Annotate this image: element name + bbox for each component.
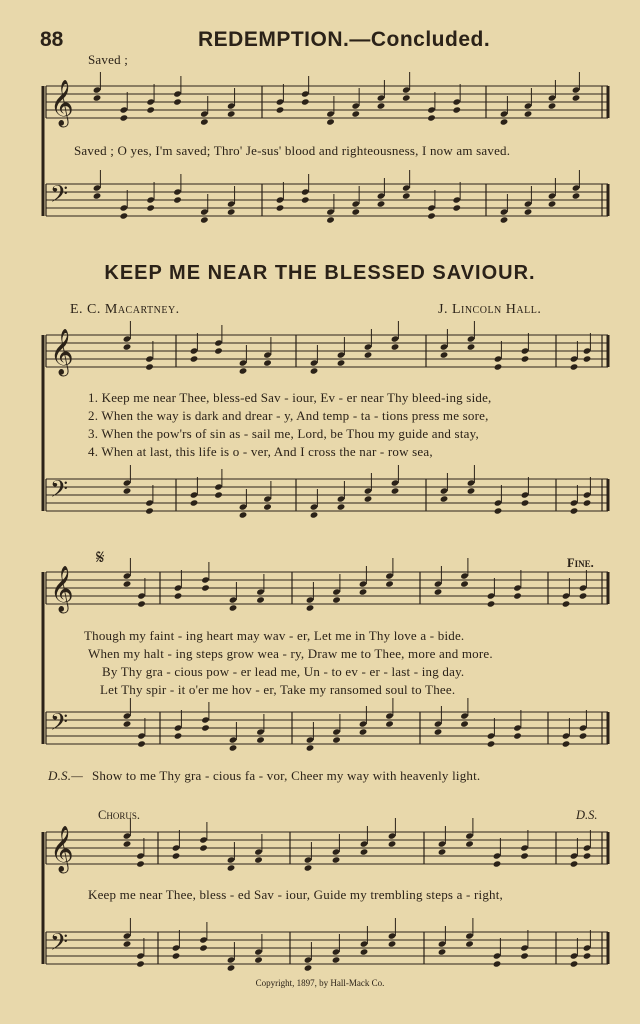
note-head [520, 952, 529, 959]
note-head [172, 852, 181, 859]
note-head [214, 491, 223, 498]
note-head [583, 355, 592, 362]
note-head [465, 840, 474, 847]
note-head [332, 856, 341, 863]
note-head [306, 744, 315, 751]
note-head [440, 351, 449, 358]
note-head [120, 114, 129, 121]
note-head [351, 110, 360, 117]
note-head [123, 720, 132, 727]
note-head [146, 106, 155, 113]
note-head [256, 736, 265, 743]
note-head [301, 196, 310, 203]
note-head [494, 363, 503, 370]
note-head [239, 511, 248, 518]
note-head [513, 732, 522, 739]
note-head [351, 208, 360, 215]
note-head [200, 216, 209, 223]
fine-marking: Fine. [567, 556, 594, 570]
cue-word: Saved ; [88, 52, 129, 67]
note-head [174, 592, 183, 599]
note-head [385, 580, 394, 587]
note-head [402, 192, 411, 199]
segno-sign: 𝄋 [96, 547, 105, 569]
note-head [388, 840, 397, 847]
note-head [438, 848, 447, 855]
note-head [465, 940, 474, 947]
note-head [520, 852, 529, 859]
note-head [306, 604, 315, 611]
bass-clef: 𝄢 [50, 475, 69, 508]
note-head [427, 114, 436, 121]
ds-label: D.S.— [48, 768, 83, 783]
note-head [548, 102, 557, 109]
note-head [123, 840, 132, 847]
note-head [201, 584, 210, 591]
note-head [487, 600, 496, 607]
note-head [391, 343, 400, 350]
page-number: 88 [40, 28, 64, 51]
note-head [337, 503, 346, 510]
note-head [359, 588, 368, 595]
note-head [214, 347, 223, 354]
note-head [199, 844, 208, 851]
note-head [521, 499, 530, 506]
note-head [310, 367, 319, 374]
note-head [524, 110, 533, 117]
note-head [385, 720, 394, 727]
note-head [427, 212, 436, 219]
note-head [364, 495, 373, 502]
note-head [136, 860, 145, 867]
note-head [500, 118, 509, 125]
note-head [579, 592, 588, 599]
note-head [493, 860, 502, 867]
note-head [145, 363, 154, 370]
note-head [583, 852, 592, 859]
note-head [310, 511, 319, 518]
composer-credit: J. Lincoln Hall. [438, 302, 542, 317]
treble-clef: 𝄞 [50, 80, 74, 126]
note-head [173, 98, 182, 105]
note-head [227, 110, 236, 117]
top-system-lyric: Saved ; O yes, I'm saved; Thro' Je-sus' blood and righteousness, I now am saved. [74, 143, 511, 158]
note-head [562, 740, 571, 747]
clefs [50, 80, 74, 961]
note-head [227, 964, 236, 971]
running-head: REDEMPTION.—Concluded. [198, 28, 491, 51]
note-head [174, 732, 183, 739]
note-head [570, 363, 579, 370]
note-head [402, 94, 411, 101]
note-head [254, 956, 263, 963]
note-head [145, 507, 154, 514]
note-head [190, 355, 199, 362]
chorus-lyric: Keep me near Thee, bless - ed Sav - iour, Guide my trembling steps a - right, [88, 887, 504, 902]
note-head [583, 952, 592, 959]
note-head [332, 596, 341, 603]
staff [46, 184, 608, 216]
verse-4-line-1: 4. When at last, this life is o - ver, And I cross the nar - row sea, [88, 444, 433, 459]
note-head [304, 964, 313, 971]
ds-marking: D.S. [576, 808, 598, 822]
note-head [120, 212, 129, 219]
author-credit: E. C. Macartney. [70, 302, 180, 317]
note-head [452, 106, 461, 113]
note-head [137, 740, 146, 747]
note-head [123, 343, 132, 350]
note-head [460, 580, 469, 587]
note-heads [93, 72, 592, 972]
note-head [487, 740, 496, 747]
verse-3-line-2: By Thy gra - cious pow - er lead me, Un - to ev - er - last - ing day. [102, 664, 465, 679]
treble-clef: 𝄞 [50, 566, 74, 612]
verse-4-line-2: Let Thy spir - it o'er me hov - er, Take my ransomed soul to Thee. [100, 682, 456, 697]
chorus-label: Chorus. [98, 808, 140, 822]
bass-clef: 𝄢 [50, 180, 69, 213]
note-head [93, 192, 102, 199]
staff [46, 712, 608, 744]
note-head [521, 355, 530, 362]
ds-lyric: Show to me Thy gra - cious fa - vor, Cheer my way with heavenly light. [92, 768, 481, 783]
note-head [276, 106, 285, 113]
note-head [548, 200, 557, 207]
note-head [93, 94, 102, 101]
note-head [136, 960, 145, 967]
note-head [276, 204, 285, 211]
note-head [583, 499, 592, 506]
note-head [579, 732, 588, 739]
note-head [332, 956, 341, 963]
note-head [493, 960, 502, 967]
note-head [254, 856, 263, 863]
note-head [332, 736, 341, 743]
treble-clef: 𝄞 [50, 329, 74, 375]
note-head [304, 864, 313, 871]
note-head [452, 204, 461, 211]
note-head [388, 940, 397, 947]
note-head [570, 507, 579, 514]
note-head [440, 495, 449, 502]
note-head [391, 487, 400, 494]
note-head [123, 580, 132, 587]
verse-3-line-1: 3. When the pow'rs of sin as - sail me, Lord, be Thou my guide and stay, [88, 426, 479, 441]
note-head [229, 744, 238, 751]
note-head [434, 728, 443, 735]
note-head [377, 102, 386, 109]
note-head [460, 720, 469, 727]
verse-1-line-1: 1. Keep me near Thee, bless-ed Sav - iour, Ev - er near Thy bleed-ing side, [88, 390, 492, 405]
note-head [572, 192, 581, 199]
treble-clef: 𝄞 [50, 826, 74, 872]
note-head [301, 98, 310, 105]
note-head [572, 94, 581, 101]
staff [46, 572, 608, 604]
note-head [229, 604, 238, 611]
note-head [227, 208, 236, 215]
note-head [326, 216, 335, 223]
verse-2-line-1: 2. When the way is dark and drear - y, And temp - ta - tions press me sore, [88, 408, 489, 423]
note-head [173, 196, 182, 203]
staff [46, 86, 608, 118]
note-head [190, 499, 199, 506]
note-head [377, 200, 386, 207]
note-head [524, 208, 533, 215]
verse-1-line-2: Though my faint - ing heart may wav - er, Let me in Thy love a - bide. [84, 628, 465, 643]
note-head [263, 359, 272, 366]
note-head [570, 960, 579, 967]
note-head [146, 204, 155, 211]
note-head [438, 948, 447, 955]
note-head [434, 588, 443, 595]
note-head [513, 592, 522, 599]
note-head [467, 487, 476, 494]
note-head [500, 216, 509, 223]
hymn-title: KEEP ME NEAR THE BLESSED SAVIOUR. [104, 262, 536, 284]
note-head [337, 359, 346, 366]
note-head [123, 940, 132, 947]
note-head [359, 728, 368, 735]
note-head [467, 343, 476, 350]
note-head [364, 351, 373, 358]
note-head [239, 367, 248, 374]
note-head [172, 952, 181, 959]
note-head [201, 724, 210, 731]
copyright-line: Copyright, 1897, by Hall-Mack Co. [255, 978, 385, 988]
note-head [123, 487, 132, 494]
bass-clef: 𝄢 [50, 928, 69, 961]
verse-2-line-2: When my halt - ing steps grow wea - ry, Draw me to Thee, more and more. [88, 646, 493, 661]
note-head [263, 503, 272, 510]
note-head [137, 600, 146, 607]
note-head [199, 944, 208, 951]
note-head [227, 864, 236, 871]
note-head [200, 118, 209, 125]
note-head [494, 507, 503, 514]
note-head [360, 848, 369, 855]
note-head [256, 596, 265, 603]
note-head [326, 118, 335, 125]
bass-clef: 𝄢 [50, 708, 69, 741]
note-head [570, 860, 579, 867]
note-head [562, 600, 571, 607]
note-head [360, 948, 369, 955]
